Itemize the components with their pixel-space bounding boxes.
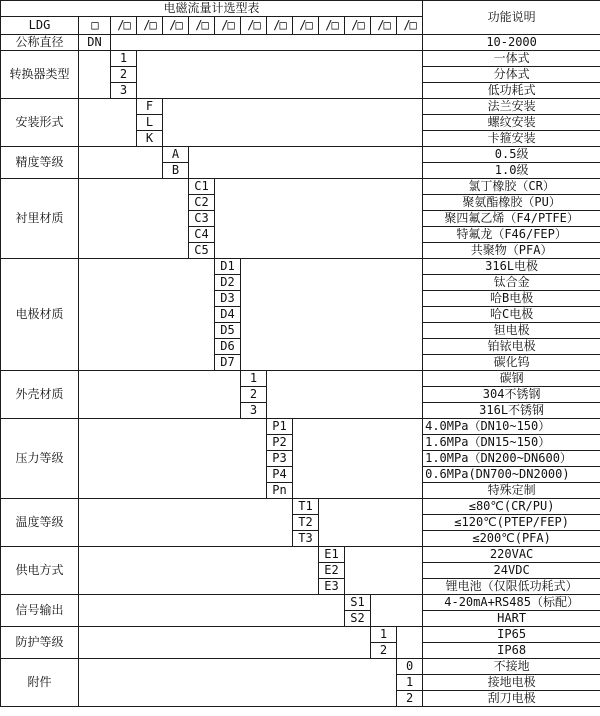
gap-cell bbox=[79, 659, 397, 707]
code-cell: P3 bbox=[267, 451, 293, 467]
code-cell: S2 bbox=[345, 611, 371, 627]
code-cell: T2 bbox=[293, 515, 319, 531]
code-cell: E3 bbox=[319, 579, 345, 595]
gap-cell bbox=[79, 419, 267, 499]
code-cell: D3 bbox=[215, 291, 241, 307]
desc-cell: 0.5级 bbox=[423, 147, 600, 163]
model-slot: /□ bbox=[189, 17, 215, 35]
desc-cell: 刮刀电极 bbox=[423, 691, 600, 707]
desc-cell: 聚氨酯橡胶（PU） bbox=[423, 195, 600, 211]
desc-cell: 碳钢 bbox=[423, 371, 600, 387]
model-slot: /□ bbox=[137, 17, 163, 35]
category-label: 外壳材质 bbox=[1, 371, 79, 419]
desc-cell: 分体式 bbox=[423, 67, 600, 83]
desc-cell: 1.0MPa（DN200~DN600） bbox=[423, 451, 600, 467]
desc-cell: 1.0级 bbox=[423, 163, 600, 179]
code-cell: 1 bbox=[397, 675, 423, 691]
code-cell: L bbox=[137, 115, 163, 131]
desc-cell: 不接地 bbox=[423, 659, 600, 675]
code-cell: E2 bbox=[319, 563, 345, 579]
gap-cell bbox=[345, 547, 423, 595]
gap-cell bbox=[319, 499, 423, 547]
gap-cell bbox=[79, 179, 189, 259]
desc-cell: 哈C电极 bbox=[423, 307, 600, 323]
gap-cell bbox=[79, 547, 319, 595]
code-cell: A bbox=[163, 147, 189, 163]
code-cell: F bbox=[137, 99, 163, 115]
code-cell: C4 bbox=[189, 227, 215, 243]
desc-cell: 聚四氟乙烯（F4/PTFE） bbox=[423, 211, 600, 227]
category-label: 附件 bbox=[1, 659, 79, 707]
model-slot-box: □ bbox=[79, 17, 111, 35]
desc-cell: 接地电极 bbox=[423, 675, 600, 691]
desc-cell: 10-2000 bbox=[423, 35, 600, 51]
model-slot: /□ bbox=[345, 17, 371, 35]
function-description-header: 功能说明 bbox=[423, 1, 600, 35]
category-label: 防护等级 bbox=[1, 627, 79, 659]
desc-cell: 锂电池（仅限低功耗式） bbox=[423, 579, 600, 595]
category-label: 衬里材质 bbox=[1, 179, 79, 259]
code-cell: P1 bbox=[267, 419, 293, 435]
code-cell: 0 bbox=[397, 659, 423, 675]
gap-cell bbox=[79, 371, 241, 419]
desc-cell: ≤120℃(PTEP/FEP) bbox=[423, 515, 600, 531]
code-cell: 1 bbox=[241, 371, 267, 387]
gap-cell bbox=[397, 627, 423, 659]
category-label: 压力等级 bbox=[1, 419, 79, 499]
desc-cell: 一体式 bbox=[423, 51, 600, 67]
category-label: 精度等级 bbox=[1, 147, 79, 179]
code-cell: C5 bbox=[189, 243, 215, 259]
code-cell: 2 bbox=[241, 387, 267, 403]
code-cell: C2 bbox=[189, 195, 215, 211]
category-label: 安装形式 bbox=[1, 99, 79, 147]
model-slot: /□ bbox=[397, 17, 423, 35]
desc-cell: IP68 bbox=[423, 643, 600, 659]
gap-cell bbox=[267, 371, 423, 419]
code-cell: C1 bbox=[189, 179, 215, 195]
model-slot: /□ bbox=[293, 17, 319, 35]
code-cell: 1 bbox=[371, 627, 397, 643]
code-cell: 2 bbox=[397, 691, 423, 707]
model-slot: /□ bbox=[241, 17, 267, 35]
code-cell: 1 bbox=[111, 51, 137, 67]
gap-cell bbox=[293, 419, 423, 499]
desc-cell: 1.6MPa（DN15~150） bbox=[423, 435, 600, 451]
model-slot: /□ bbox=[319, 17, 345, 35]
code-cell: B bbox=[163, 163, 189, 179]
category-label: 信号输出 bbox=[1, 595, 79, 627]
code-cell: D2 bbox=[215, 275, 241, 291]
table-title: 电磁流量计选型表 bbox=[1, 1, 423, 17]
desc-cell: 钽电极 bbox=[423, 323, 600, 339]
desc-cell: 哈B电极 bbox=[423, 291, 600, 307]
gap-cell bbox=[163, 99, 423, 147]
gap-cell bbox=[79, 147, 163, 179]
model-slot: /□ bbox=[111, 17, 137, 35]
code-cell: 2 bbox=[111, 67, 137, 83]
desc-cell: 4-20mA+RS485（标配） bbox=[423, 595, 600, 611]
code-cell: C3 bbox=[189, 211, 215, 227]
code-cell: 2 bbox=[371, 643, 397, 659]
gap-cell bbox=[79, 51, 111, 99]
model-slot: /□ bbox=[371, 17, 397, 35]
desc-cell: 特氟龙（F46/FEP） bbox=[423, 227, 600, 243]
gap-cell bbox=[79, 259, 215, 371]
desc-cell: 卡箍安装 bbox=[423, 131, 600, 147]
code-cell: E1 bbox=[319, 547, 345, 563]
desc-cell: 316L不锈钢 bbox=[423, 403, 600, 419]
code-cell: D6 bbox=[215, 339, 241, 355]
desc-cell: 碳化钨 bbox=[423, 355, 600, 371]
desc-cell: 氯丁橡胶（CR） bbox=[423, 179, 600, 195]
code-cell: D5 bbox=[215, 323, 241, 339]
code-cell: 3 bbox=[111, 83, 137, 99]
desc-cell: 法兰安装 bbox=[423, 99, 600, 115]
desc-cell: IP65 bbox=[423, 627, 600, 643]
code-cell: D4 bbox=[215, 307, 241, 323]
desc-cell: 0.6MPa(DN700~DN2000) bbox=[423, 467, 600, 483]
category-label: 温度等级 bbox=[1, 499, 79, 547]
code-cell: D1 bbox=[215, 259, 241, 275]
gap-cell bbox=[79, 99, 137, 147]
gap-cell bbox=[189, 147, 423, 179]
model-slot: /□ bbox=[215, 17, 241, 35]
desc-cell: 共聚物（PFA） bbox=[423, 243, 600, 259]
desc-cell: 低功耗式 bbox=[423, 83, 600, 99]
code-cell: P4 bbox=[267, 467, 293, 483]
desc-cell: ≤80℃(CR/PU) bbox=[423, 499, 600, 515]
code-cell: T1 bbox=[293, 499, 319, 515]
desc-cell: 特殊定制 bbox=[423, 483, 600, 499]
desc-cell: 螺纹安装 bbox=[423, 115, 600, 131]
category-label: 公称直径 bbox=[1, 35, 79, 51]
category-label: 电极材质 bbox=[1, 259, 79, 371]
code-cell: K bbox=[137, 131, 163, 147]
code-cell: P2 bbox=[267, 435, 293, 451]
category-label: 供电方式 bbox=[1, 547, 79, 595]
desc-cell: HART bbox=[423, 611, 600, 627]
code-cell: D7 bbox=[215, 355, 241, 371]
model-slot: /□ bbox=[267, 17, 293, 35]
gap-cell bbox=[79, 595, 345, 627]
desc-cell: 24VDC bbox=[423, 563, 600, 579]
desc-cell: 铂铱电极 bbox=[423, 339, 600, 355]
code-cell: 3 bbox=[241, 403, 267, 419]
gap-cell bbox=[137, 51, 423, 99]
desc-cell: ≤200℃(PFA) bbox=[423, 531, 600, 547]
desc-cell: 4.0MPa（DN10~150） bbox=[423, 419, 600, 435]
model-prefix: LDG bbox=[1, 17, 79, 35]
code-cell: Pn bbox=[267, 483, 293, 499]
desc-cell: 316L电极 bbox=[423, 259, 600, 275]
code-cell: DN bbox=[79, 35, 111, 51]
gap-cell bbox=[79, 627, 371, 659]
desc-cell: 钛合金 bbox=[423, 275, 600, 291]
code-cell: T3 bbox=[293, 531, 319, 547]
gap-cell bbox=[215, 179, 423, 259]
desc-cell: 304不锈钢 bbox=[423, 387, 600, 403]
gap-cell bbox=[79, 499, 293, 547]
gap-cell bbox=[371, 595, 423, 627]
category-label: 转换器类型 bbox=[1, 51, 79, 99]
gap-cell bbox=[111, 35, 423, 51]
model-slot: /□ bbox=[163, 17, 189, 35]
code-cell: S1 bbox=[345, 595, 371, 611]
desc-cell: 220VAC bbox=[423, 547, 600, 563]
gap-cell bbox=[241, 259, 423, 371]
